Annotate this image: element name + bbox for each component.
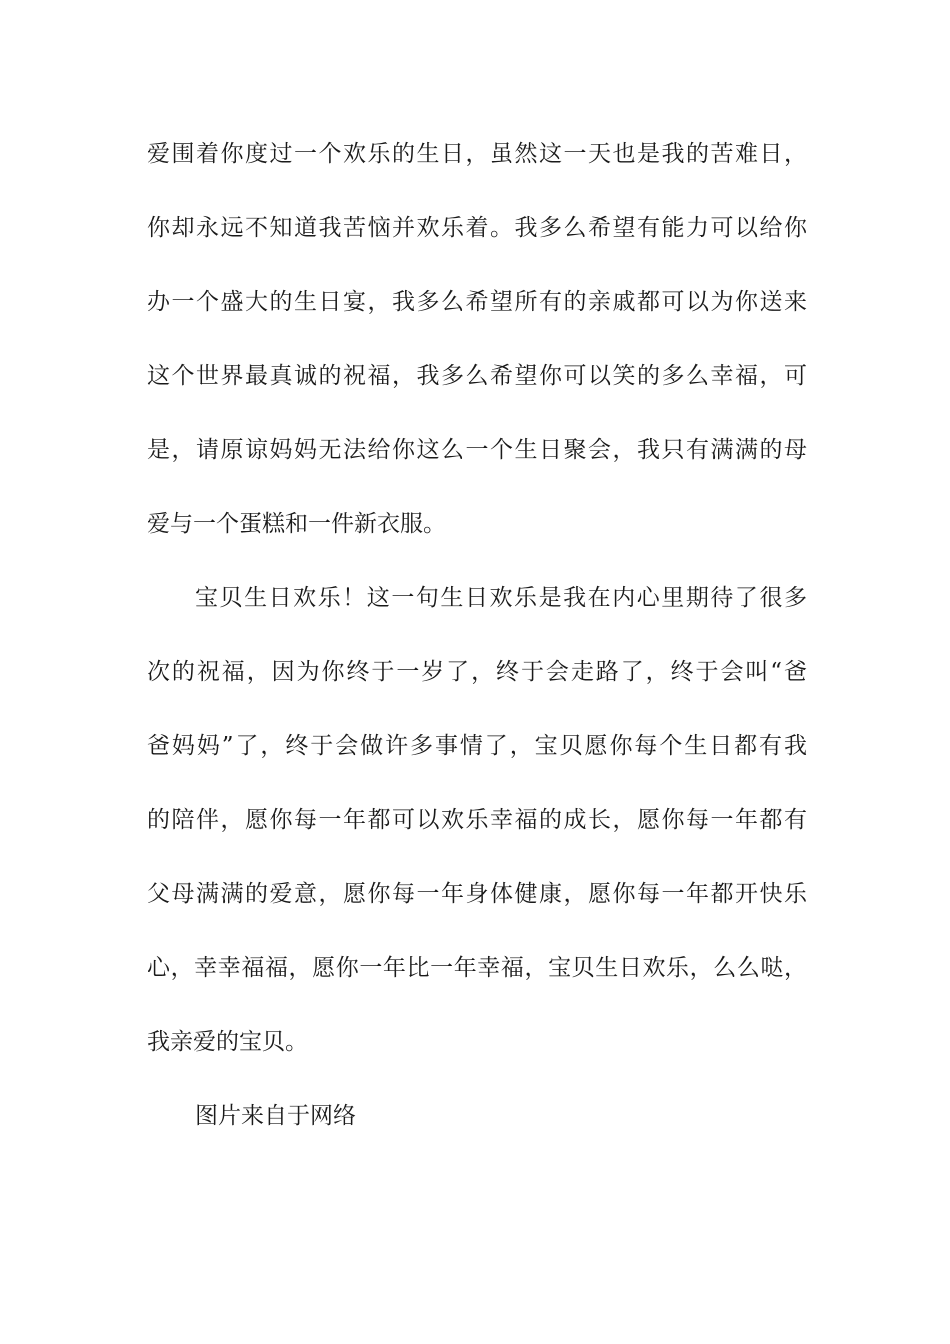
paragraph-2-line-6: 心，幸幸福福，愿你一年比一年幸福，宝贝生日欢乐，么么哒， <box>147 955 807 981</box>
image-source-note: 图片来自于网络 <box>195 1103 356 1129</box>
paragraph-1-line-2: 你却永远不知道我苦恼并欢乐着。我多么希望有能力可以给你 <box>147 215 807 241</box>
paragraph-2-line-1: 宝贝生日欢乐！这一句生日欢乐是我在内心里期待了很多 <box>195 585 807 611</box>
paragraph-1-line-3: 办一个盛大的生日宴，我多么希望所有的亲戚都可以为你送来 <box>147 289 807 315</box>
paragraph-2-line-4: 的陪伴，愿你每一年都可以欢乐幸福的成长，愿你每一年都有 <box>147 807 807 833</box>
paragraph-1-line-1: 爱围着你度过一个欢乐的生日，虽然这一天也是我的苦难日， <box>147 141 807 167</box>
paragraph-1-line-4: 这个世界最真诚的祝福，我多么希望你可以笑的多么幸福，可 <box>147 363 807 389</box>
paragraph-2-line-3: 爸妈妈”了，终于会做许多事情了，宝贝愿你每个生日都有我 <box>147 733 807 759</box>
paragraph-1-line-5: 是，请原谅妈妈无法给你这么一个生日聚会，我只有满满的母 <box>147 437 807 463</box>
paragraph-2-line-7: 我亲爱的宝贝。 <box>147 1029 308 1055</box>
paragraph-2-line-2: 次的祝福，因为你终于一岁了，终于会走路了，终于会叫“爸 <box>147 659 807 685</box>
paragraph-1-line-6: 爱与一个蛋糕和一件新衣服。 <box>147 511 446 537</box>
paragraph-2-line-5: 父母满满的爱意，愿你每一年身体健康，愿你每一年都开快乐 <box>147 881 807 907</box>
